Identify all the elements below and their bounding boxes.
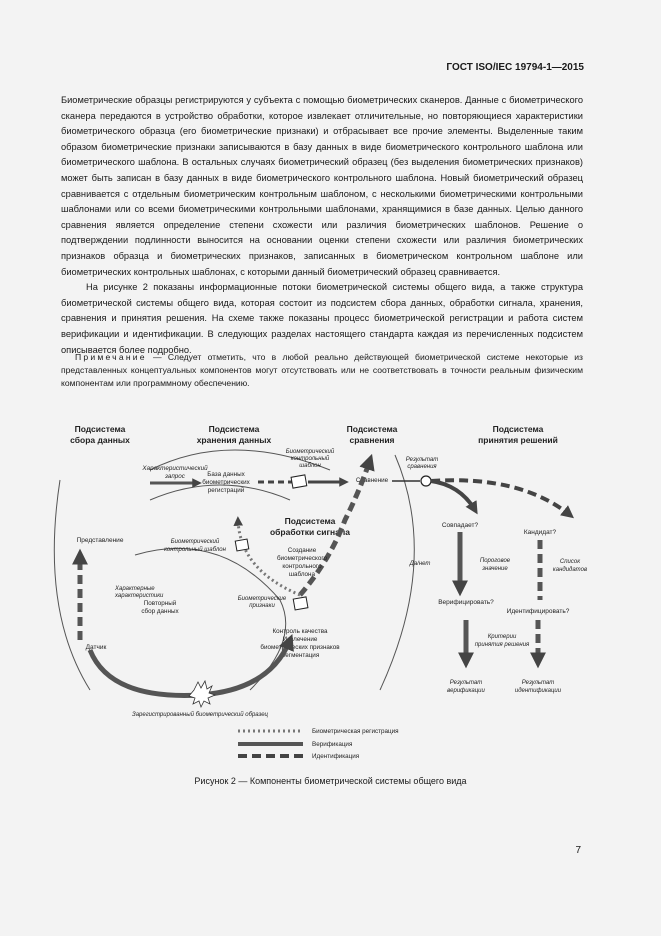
label-bio-features-2: признаки	[249, 603, 275, 609]
label-threshold-1: Пороговое	[479, 558, 511, 564]
label-criteria-1: Критерии	[487, 634, 517, 640]
label-quality-4: Сегментация	[280, 652, 320, 659]
note-text: — Следует отметить, что в любой реально действующей биометрической системе некоторые из представленных концептуальных компонентов могут отсутствовать или не соответствовать в точности реальным физическим компонентам или программному обеспечению.	[61, 352, 583, 389]
label-quality-1: Контроль качества	[272, 628, 328, 635]
label-enroll-db-1: База данных	[207, 471, 245, 478]
legend-verif: Верификация	[312, 741, 353, 748]
label-template-mid-2: контрольный шаблон	[164, 547, 226, 553]
body-text	[61, 93, 583, 358]
page-number: 7	[575, 845, 581, 856]
label-char-features-2: характеристики	[115, 593, 164, 599]
title-decision-1: Подсистема	[492, 424, 544, 434]
label-match: Совпадает?	[441, 522, 479, 529]
label-result-verif-1: Результат	[449, 680, 483, 686]
label-char-request-1: Характеристический	[142, 465, 208, 472]
label-create-1: Создание	[287, 547, 317, 554]
label-template-top-2: контрольный	[290, 456, 330, 462]
title-storage-2: хранения данных	[196, 435, 272, 445]
paragraph-2: На рисунке 2 показаны информационные потоки биометрической системы общего вида, а также структура биометрической системы общего вида, которая состоит из подсистем сбора данных, обработки сигнала, хранения, сравнения и принятия решения. На схеме также показаны процесс биометрической регистрации и работа систем верификации и идентификации. В следующих разделах настоящего стандарта каждая из перечисленных подсистем описывается более подробно.	[61, 282, 583, 355]
label-template-top-3: шаблон	[299, 463, 321, 469]
label-bio-features-1: Биометрические	[237, 596, 287, 602]
label-verify-q: Верифицировать?	[438, 599, 494, 606]
label-enroll-db-3: регистраций	[207, 487, 245, 494]
label-candidate: Кандидат?	[523, 529, 557, 536]
result-node	[421, 476, 431, 486]
document-header: ГОСТ ISO/IEC 19794-1—2015	[446, 62, 584, 73]
label-registered-sample: Зарегистрированный биометрический образец	[132, 712, 268, 718]
boundary-processing	[135, 548, 286, 690]
label-create-4: шаблона	[288, 571, 316, 578]
label-char-request-2: запрос	[165, 473, 185, 480]
label-template-mid-1: Биометрический	[170, 539, 220, 545]
paragraph-1: Биометрические образцы регистрируются у субъекта с помощью биометрических сканеров. Данные с биометрического сканера передаются в устройство обработки, которое извлекает отличительные, но повторяющиеся характеристики биометрического образца (его биометрические признаки) и отбрасывает все прочие элементы. Выделенные таким образом биометрические признаки записываются в базу данных в виде биометрического контрольного шаблона или биометрического шаблона. В остальных случаях биометрический образец (без выделения биометрических признаков) может быть записан в базу данных в виде биометрического контрольного шаблона. Новый биометрический образец сравнивается с отдельным биометрическим контрольным шаблоном, с несколькими биометрическими контрольными шаблонами или со всеми биометрическими контрольными шаблонами, хранящимися в базе данных. Целью данного сравнения является определение степени схожести или различия биометрических шаблонов. Решение о подтверждении подлинности выносится на основании оценки степени схожести или различия биометрических признаков образца и биометрических признаков, записанных в биометрическом контрольном шаблоне или биометрических контрольных шаблонах, с которыми данный биометрический образец сравнивается.	[61, 95, 583, 277]
template-box-mid	[235, 539, 249, 551]
label-candlist-1: Список	[559, 559, 581, 565]
figure-caption: Рисунок 2 — Компоненты биометрической системы общего вида	[194, 776, 467, 786]
legend-enroll: Биометрическая регистрация	[312, 728, 399, 735]
label-create-2: биометрического	[276, 555, 328, 562]
flow-to-match	[431, 481, 475, 510]
title-comparison-2: сравнения	[349, 435, 395, 445]
label-repeat-2: сбор данных	[141, 608, 179, 615]
title-processing-2: обработки сигнала	[269, 527, 351, 537]
label-sensor: Датчик	[85, 644, 107, 651]
title-collection-1: Подсистема	[74, 424, 126, 434]
label-result-compare-2: сравнения	[407, 464, 437, 470]
boundary-collection	[54, 480, 90, 690]
label-quality-3: биометрических признаков	[260, 644, 340, 651]
label-identify-q: Идентифицировать?	[506, 608, 570, 615]
template-box-top	[291, 475, 307, 488]
features-box	[293, 597, 308, 610]
label-repeat-1: Повторный	[143, 600, 177, 607]
label-template-top-1: Биометрический	[285, 449, 335, 455]
label-yesno: Да/нет	[409, 561, 431, 567]
label-char-features-1: Характерные	[115, 586, 155, 592]
label-representation: Представление	[76, 537, 124, 544]
label-result-ident-1: Результат	[521, 680, 555, 686]
boundary-comparison	[380, 455, 414, 690]
title-collection-2: сбора данных	[70, 435, 130, 445]
legend-ident: Идентификация	[312, 753, 360, 760]
title-processing-1: Подсистема	[284, 516, 336, 526]
title-decision-2: принятия решений	[478, 435, 558, 445]
sample-burst	[189, 681, 215, 707]
label-criteria-2: принятия решения	[474, 642, 530, 648]
note	[61, 351, 583, 391]
label-quality-2: Извлечение	[282, 636, 318, 643]
note-label: Примечание	[75, 352, 147, 362]
label-create-3: контрольного	[282, 563, 322, 570]
label-result-ident-2: идентификации	[514, 688, 562, 694]
title-comparison-1: Подсистема	[346, 424, 398, 434]
label-threshold-2: значение	[482, 566, 508, 572]
label-result-compare-1: Результат	[405, 457, 439, 463]
label-enroll-db-2: биометрических	[202, 479, 250, 486]
label-candlist-2: кандидатов	[552, 567, 588, 573]
title-storage-1: Подсистема	[208, 424, 260, 434]
label-comparison: Сравнение	[355, 477, 389, 484]
label-result-verif-2: верификации	[447, 688, 485, 694]
figure-diagram	[0, 410, 661, 790]
